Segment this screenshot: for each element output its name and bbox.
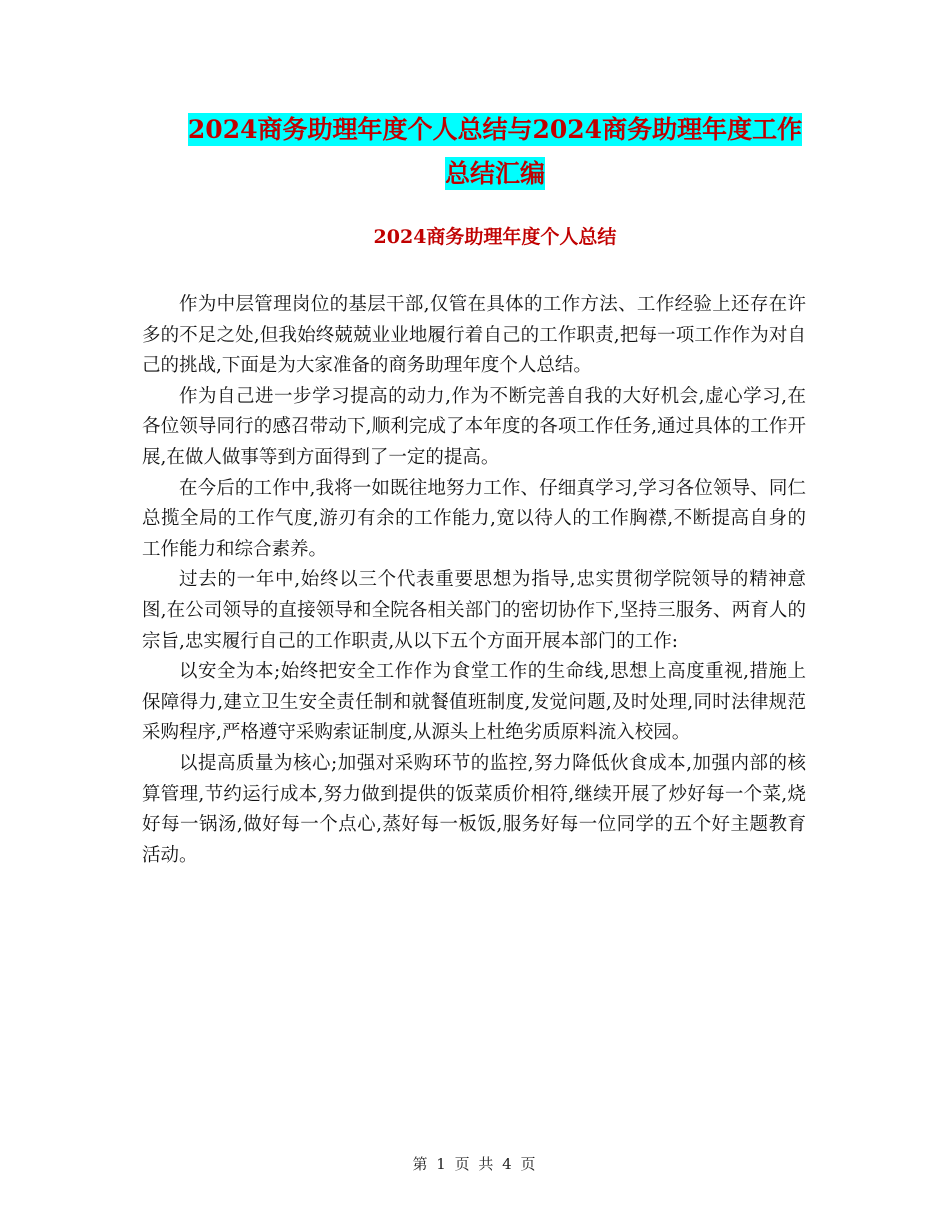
document-body [142, 290, 806, 871]
paragraph: 以安全为本;始终把安全工作作为食堂工作的生命线,思想上高度重视,措施上保障得力,建立卫生安全责任制和就餐值班制度,发觉问题,及时处理,同时法律规范采购程序,严格遵守采购索证制度,从源头上杜绝劣质原料流入校园。 [142, 661, 806, 744]
paragraph: 作为中层管理岗位的基层干部,仅管在具体的工作方法、工作经验上还存在许多的不足之处,但我始终兢兢业业地履行着自己的工作职责,把每一项工作作为对自己的挑战,下面是为大家准备的商务助理年度个人总结。 [142, 294, 806, 377]
paragraph: 以提高质量为核心;加强对采购环节的监控,努力降低伙食成本,加强内部的核算管理,节约运行成本,努力做到提供的饭菜质价相符,继续开展了炒好每一个菜,烧好每一锅汤,做好每一个点心,蒸好每一板饭,服务好每一位同学的五个好主题教育活动。 [142, 752, 806, 866]
document-title-line-2: 总结汇编 [444, 159, 545, 188]
page-number-footer: 第 1 页 共 4 页 [412, 1155, 538, 1173]
paragraph: 在今后的工作中,我将一如既往地努力工作、仔细真学习,学习各位领导、同仁总揽全局的工作气度,游刃有余的工作能力,宽以待人的工作胸襟,不断提高自身的工作能力和综合素养。 [142, 477, 806, 560]
document-title [140, 108, 850, 196]
paragraph: 过去的一年中,始终以三个代表重要思想为指导,忠实贯彻学院领导的精神意图,在公司领导的直接领导和全院各相关部门的密切协作下,坚持三服务、两育人的宗旨,忠实履行自己的工作职责,从以下五个方面开展本部门的工作: [142, 569, 806, 652]
document-title-line-1: 2024商务助理年度个人总结与2024商务助理年度工作 [187, 115, 803, 144]
section-heading: 2024商务助理年度个人总结 [373, 226, 617, 248]
paragraph: 作为自己进一步学习提高的动力,作为不断完善自我的大好机会,虚心学习,在各位领导同行的感召带动下,顺利完成了本年度的各项工作任务,通过具体的工作开展,在做人做事等到方面得到了一定的提高。 [142, 385, 806, 468]
